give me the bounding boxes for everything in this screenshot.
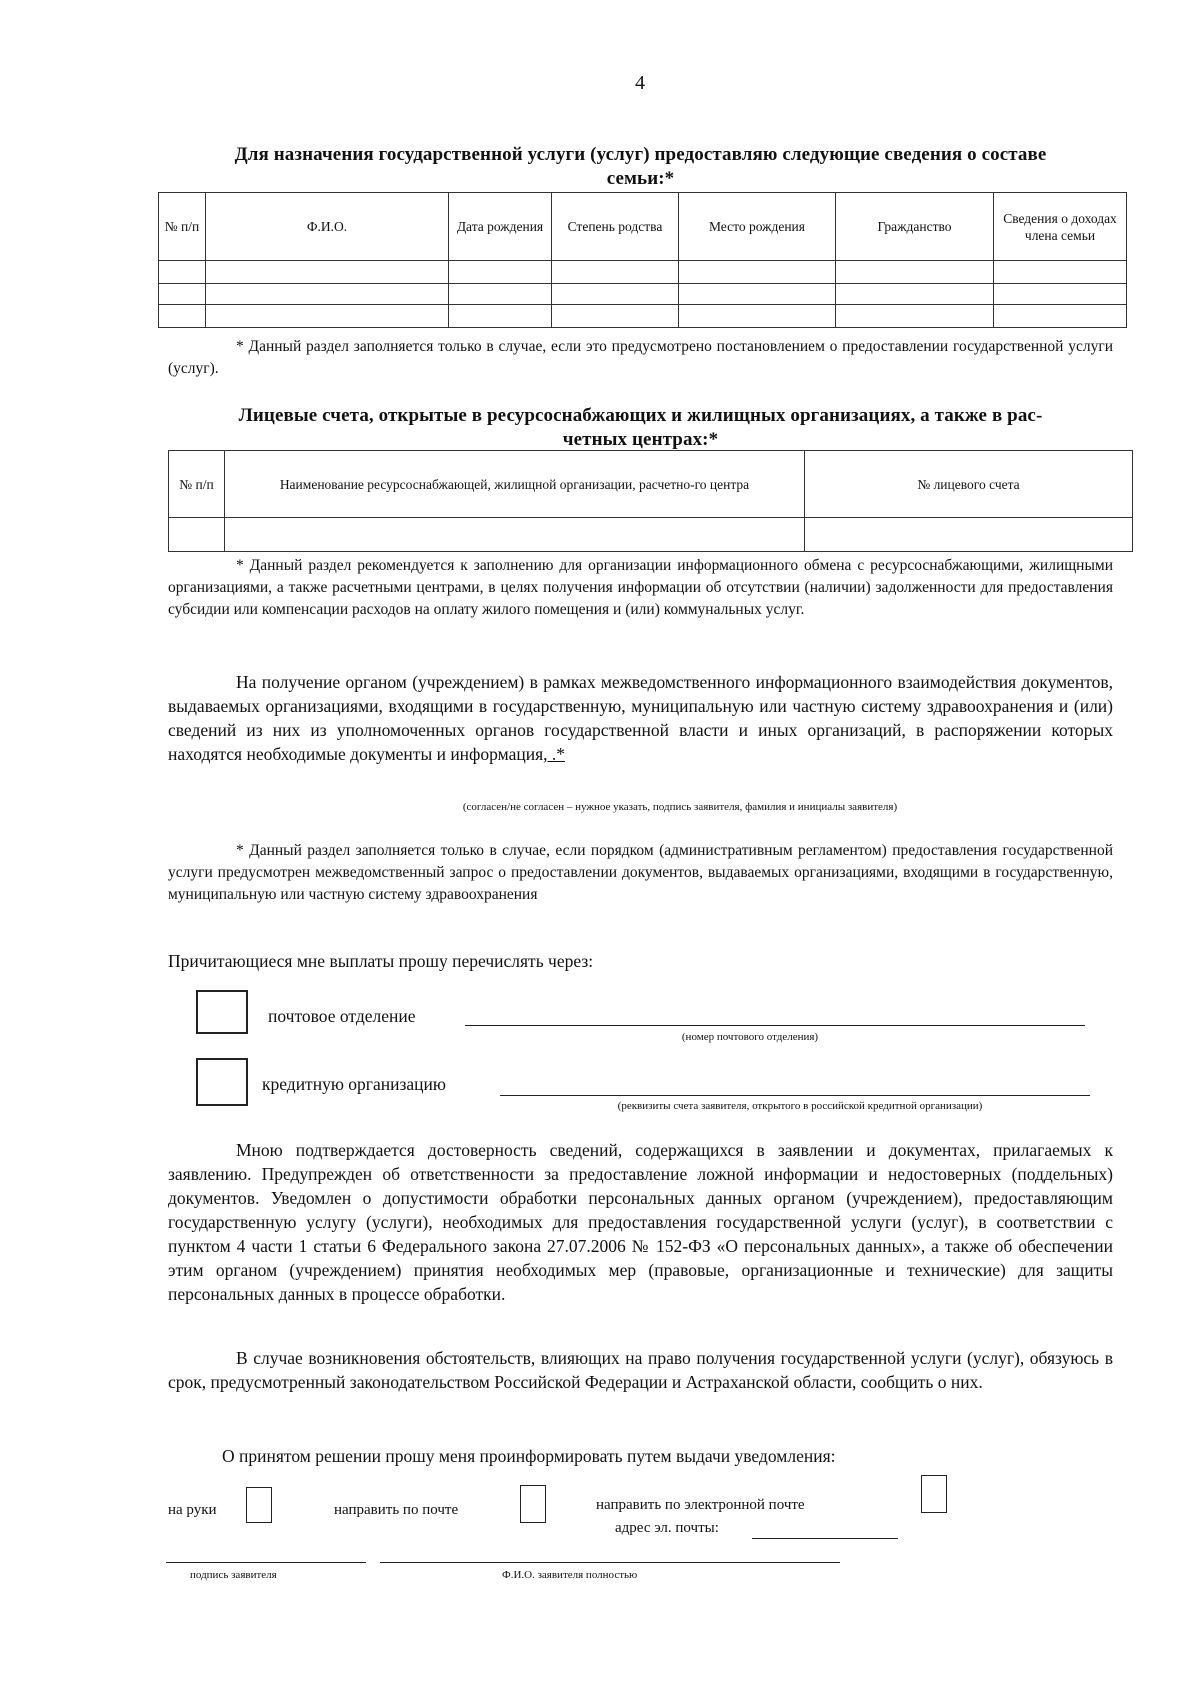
family-note: * Данный раздел заполняется только в случае, если это предусмотрено постановлением о предоставлении государственной услуги (услуг). [168,338,1113,377]
post-office-caption: (номер почтового отделения) [681,1031,819,1043]
accounts-table [168,450,1133,552]
consent-note: * Данный раздел заполняется только в случае, если порядком (административным регламентом) предоставления государственной услуги предусмотрен межведомственный запрос о предоставлении документов, выдаваемых организациями, входящими в государственную, муниципальную или частную систему здравоохранения [168,842,1113,903]
post-office-checkbox[interactable] [196,990,248,1034]
notification-intro: О принятом решении прошу меня проинформировать путем выдачи уведомления: [222,1446,836,1466]
accounts-col-account: № лицевого счета [805,451,1133,518]
option-email-label: направить по электронной почте [596,1497,805,1513]
confirmation-paragraph-1: Мною подтверждается достоверность сведений, содержащихся в заявлении и документах, прилагаемых к заявлению. Предупрежден об ответственности за предоставление ложной информации и недостоверных (поддельных) документов. Уведомлен о допустимости обработки персональных данных органом (учреждением), предоставляющим государственную услугу (услуги), необходимых для предоставления государственной услуги (услуг), в соответствии с пунктом 4 части 1 статьи 6 Федерального закона 27.07.2006 № 152-ФЗ «О персональных данных», а также об обеспечении этим органом (учреждением) принятия необходимых мер (правовые, организационные и технические) для защиты персональных данных в процессе обработки. [168,1140,1113,1304]
family-title-line2: семьи:* [606,168,675,189]
accounts-table-row[interactable] [169,518,1133,552]
accounts-note: * Данный раздел рекомендуется к заполнению для организации информационного обмена с ресурсоснабжающими, жилищными организациями, а также расчетными центрами, в целях получения информации об отсутствии (наличии) задолженности для предоставления субсидии или компенсации расходов на оплату жилого помещения и (или) коммунальных услуг. [168,557,1113,618]
family-table-header [159,193,1127,261]
full-name-caption: Ф.И.О. заявителя полностью [502,1569,638,1581]
family-col-relation: Степень родства [552,193,679,261]
family-table-row[interactable] [159,305,1127,328]
bank-field[interactable] [500,1095,1090,1096]
accounts-table-header [169,451,1133,518]
family-col-birthplace: Место рождения [679,193,836,261]
family-table-row[interactable] [159,284,1127,305]
accounts-col-number: № п/п [169,451,225,518]
family-table-row[interactable] [159,261,1127,284]
family-col-birthdate: Дата рождения [449,193,552,261]
consent-mark[interactable]: .* [547,744,565,764]
family-col-name: Ф.И.О. [206,193,449,261]
email-address-field[interactable] [752,1538,898,1539]
family-table [158,192,1127,328]
option-email-checkbox[interactable] [921,1475,947,1513]
accounts-title-line2: четных центрах:* [562,429,719,450]
post-office-label: почтовое отделение [268,1006,416,1026]
accounts-section-title [168,404,1113,452]
signature-line[interactable] [166,1562,366,1563]
option-hand-label: на руки [168,1502,217,1518]
consent-paragraph [168,670,1113,766]
option-mail-label: направить по почте [334,1502,459,1518]
consent-text: На получение органом (учреждением) в рамках межведомственного информационного взаимодействия документов, выдаваемых организациями, входящими в государственную, муниципальную или частную систему здравоохранения и (или) сведений из них из уполномоченных органов государственной власти и иных организаций, в распоряжении которых находятся необходимые документы и информация, [168,672,1113,764]
payments-intro: Причитающиеся мне выплаты прошу перечислять через: [168,951,594,971]
family-col-number: № п/п [159,193,206,261]
accounts-col-organization: Наименование ресурсоснабжающей, жилищной организации, расчетно-го центра [225,451,805,518]
family-section-title [168,143,1113,191]
signature-caption: подпись заявителя [190,1569,277,1581]
bank-caption: (реквизиты счета заявителя, открытого в российской кредитной организации) [617,1100,983,1112]
accounts-title-line1: Лицевые счета, открытые в ресурсоснабжающих и жилищных организациях, а также в рас- [238,405,1043,426]
email-address-label: адрес эл. почты: [615,1520,719,1536]
page-number: 4 [635,72,645,94]
post-office-field[interactable] [465,1025,1085,1026]
bank-label: кредитную организацию [262,1074,446,1094]
bank-checkbox[interactable] [196,1058,248,1106]
full-name-line[interactable] [380,1562,840,1563]
confirmation-paragraph-2: В случае возникновения обстоятельств, влияющих на право получения государственной услуги (услуг), обязуюсь в срок, предусмотренный законодательством Российской Федерации и Астраханской области, сообщить о них. [168,1348,1113,1392]
option-mail-checkbox[interactable] [520,1485,546,1523]
option-hand-checkbox[interactable] [246,1487,272,1523]
consent-caption: (согласен/не согласен – нужное указать, подпись заявителя, фамилия и инициалы заявителя) [462,801,898,813]
family-col-citizenship: Гражданство [836,193,994,261]
family-col-income: Сведения о доходах члена семьи [994,193,1127,261]
family-title-line1: Для назначения государственной услуги (услуг) предоставляю следующие сведения о составе [234,144,1047,165]
